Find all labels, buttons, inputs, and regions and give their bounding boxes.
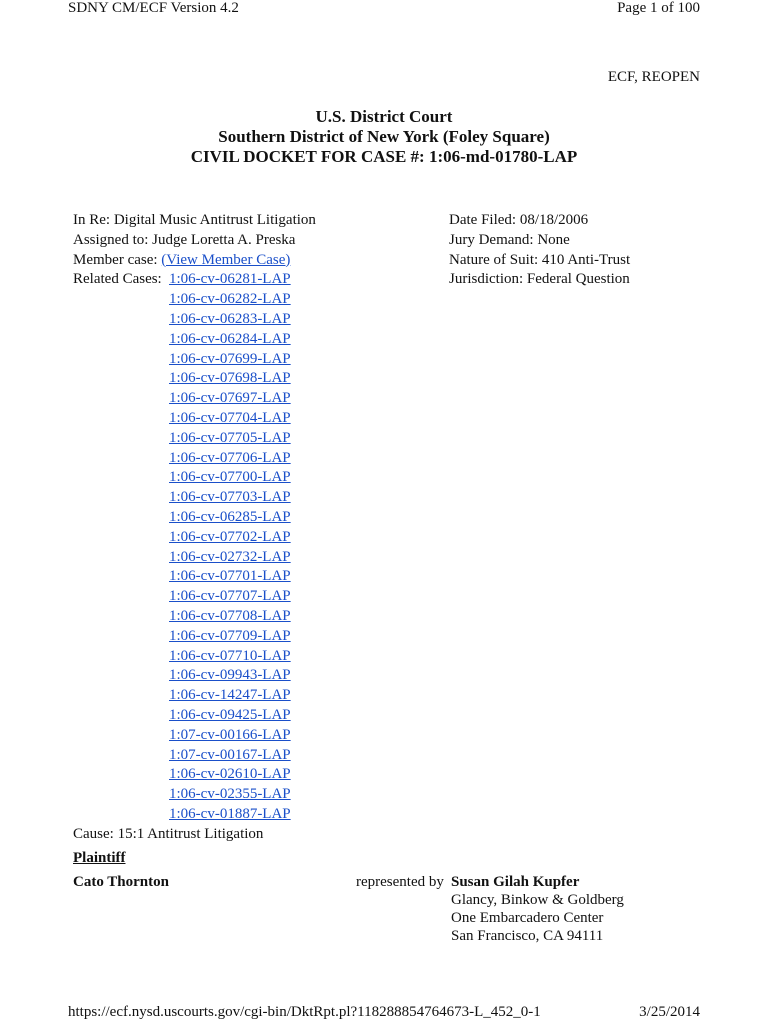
related-case-item [169,488,291,508]
related-case-link[interactable]: 1:07-cv-00166-LAP [169,726,291,743]
related-case-link[interactable]: 1:06-cv-02732-LAP [169,548,291,565]
related-case-link[interactable]: 1:06-cv-07703-LAP [169,489,291,506]
related-case-item [169,528,291,548]
related-case-item [169,310,291,330]
related-case-item [169,627,291,647]
page-header [68,0,700,20]
related-case-item [169,567,291,587]
related-case-link[interactable]: 1:06-cv-09943-LAP [169,667,291,684]
case-flags: ECF, REOPEN [607,69,700,85]
case-details-right [449,211,709,290]
nature-of-suit: Nature of Suit: 410 Anti-Trust [449,251,631,268]
related-case-link[interactable]: 1:06-cv-01887-LAP [169,805,291,822]
related-case-item [169,746,291,766]
related-case-link[interactable]: 1:06-cv-07697-LAP [169,390,291,407]
party-role-heading: Plaintiff [73,850,126,866]
attorney-name: Susan Gilah Kupfer [451,874,580,890]
attorney-firm: Glancy, Binkow & Goldberg [451,892,624,908]
related-case-link[interactable]: 1:06-cv-06284-LAP [169,330,291,347]
related-case-item [169,449,291,469]
related-case-link[interactable]: 1:06-cv-07710-LAP [169,647,291,664]
related-case-link[interactable]: 1:06-cv-06282-LAP [169,291,291,308]
related-case-link[interactable]: 1:06-cv-07698-LAP [169,370,291,387]
related-case-item [169,369,291,389]
attorney-block [451,873,624,945]
related-case-item [169,805,291,825]
party-name: Cato Thornton [73,874,169,890]
related-case-link[interactable]: 1:06-cv-02610-LAP [169,766,291,783]
related-case-item [169,647,291,667]
related-case-link[interactable]: 1:06-cv-02355-LAP [169,786,291,803]
related-cases-label: Related Cases: [73,271,162,288]
related-case-item [169,290,291,310]
related-case-item [169,468,291,488]
related-case-link[interactable]: 1:06-cv-07699-LAP [169,350,291,367]
jurisdiction: Jurisdiction: Federal Question [449,271,630,288]
related-case-link[interactable]: 1:06-cv-07702-LAP [169,528,291,545]
related-case-link[interactable]: 1:06-cv-07706-LAP [169,449,291,466]
related-case-link[interactable]: 1:06-cv-06281-LAP [169,271,291,288]
party-section [73,848,713,963]
related-case-item [169,607,291,627]
print-date: 3/25/2014 [639,1004,700,1020]
related-case-item [169,686,291,706]
court-district: Southern District of New York (Foley Square) [218,127,550,146]
view-member-case-link[interactable]: (View Member Case) [161,251,291,268]
related-case-item [169,429,291,449]
page-footer [68,1004,700,1024]
attorney-address-line2: San Francisco, CA 94111 [451,928,604,944]
related-case-item [169,785,291,805]
related-case-link[interactable]: 1:06-cv-07704-LAP [169,409,291,426]
party-row [73,873,713,963]
related-case-item [169,270,291,290]
related-case-link[interactable]: 1:06-cv-07700-LAP [169,469,291,486]
attorney-address-line1: One Embarcadero Center [451,910,604,926]
related-case-item [169,706,291,726]
related-case-link[interactable]: 1:06-cv-07707-LAP [169,588,291,605]
case-number-heading: CIVIL DOCKET FOR CASE #: 1:06-md-01780-LAP [190,147,578,166]
related-case-link[interactable]: 1:06-cv-06283-LAP [169,310,291,327]
related-cases [73,270,443,824]
related-case-item [169,508,291,528]
related-case-link[interactable]: 1:06-cv-14247-LAP [169,687,291,704]
related-case-item [169,409,291,429]
page-counter: Page 1 of 100 [617,0,700,16]
source-url: https://ecf.nysd.uscourts.gov/cgi-bin/DktRpt.pl?118288854764673-L_452_0-1 [68,1004,541,1020]
related-case-item [169,330,291,350]
related-case-item [169,726,291,746]
related-case-link[interactable]: 1:06-cv-07701-LAP [169,568,291,585]
jury-demand: Jury Demand: None [449,231,570,248]
related-case-link[interactable]: 1:07-cv-00167-LAP [169,746,291,763]
in-re: In Re: Digital Music Antitrust Litigation [73,212,316,228]
related-case-item [169,765,291,785]
related-case-link[interactable]: 1:06-cv-07705-LAP [169,429,291,446]
docket-title [0,107,768,167]
member-case-row [73,251,443,271]
cause: Cause: 15:1 Antitrust Litigation [73,825,264,842]
related-cases-list [169,270,291,824]
system-version: SDNY CM/ECF Version 4.2 [68,0,239,16]
related-case-link[interactable]: 1:06-cv-06285-LAP [169,508,291,525]
date-filed: Date Filed: 08/18/2006 [449,212,589,228]
related-case-item [169,548,291,568]
related-case-item [169,350,291,370]
related-case-item [169,587,291,607]
related-case-link[interactable]: 1:06-cv-07708-LAP [169,607,291,624]
represented-by-label: represented by [356,874,444,890]
assigned-judge: Assigned to: Judge Loretta A. Preska [73,231,296,248]
court-name: U.S. District Court [315,107,453,126]
related-case-item [169,666,291,686]
member-case-label: Member case: [73,251,162,268]
related-case-link[interactable]: 1:06-cv-09425-LAP [169,706,291,723]
related-case-item [169,389,291,409]
related-case-link[interactable]: 1:06-cv-07709-LAP [169,627,291,644]
case-details-left [73,211,443,845]
